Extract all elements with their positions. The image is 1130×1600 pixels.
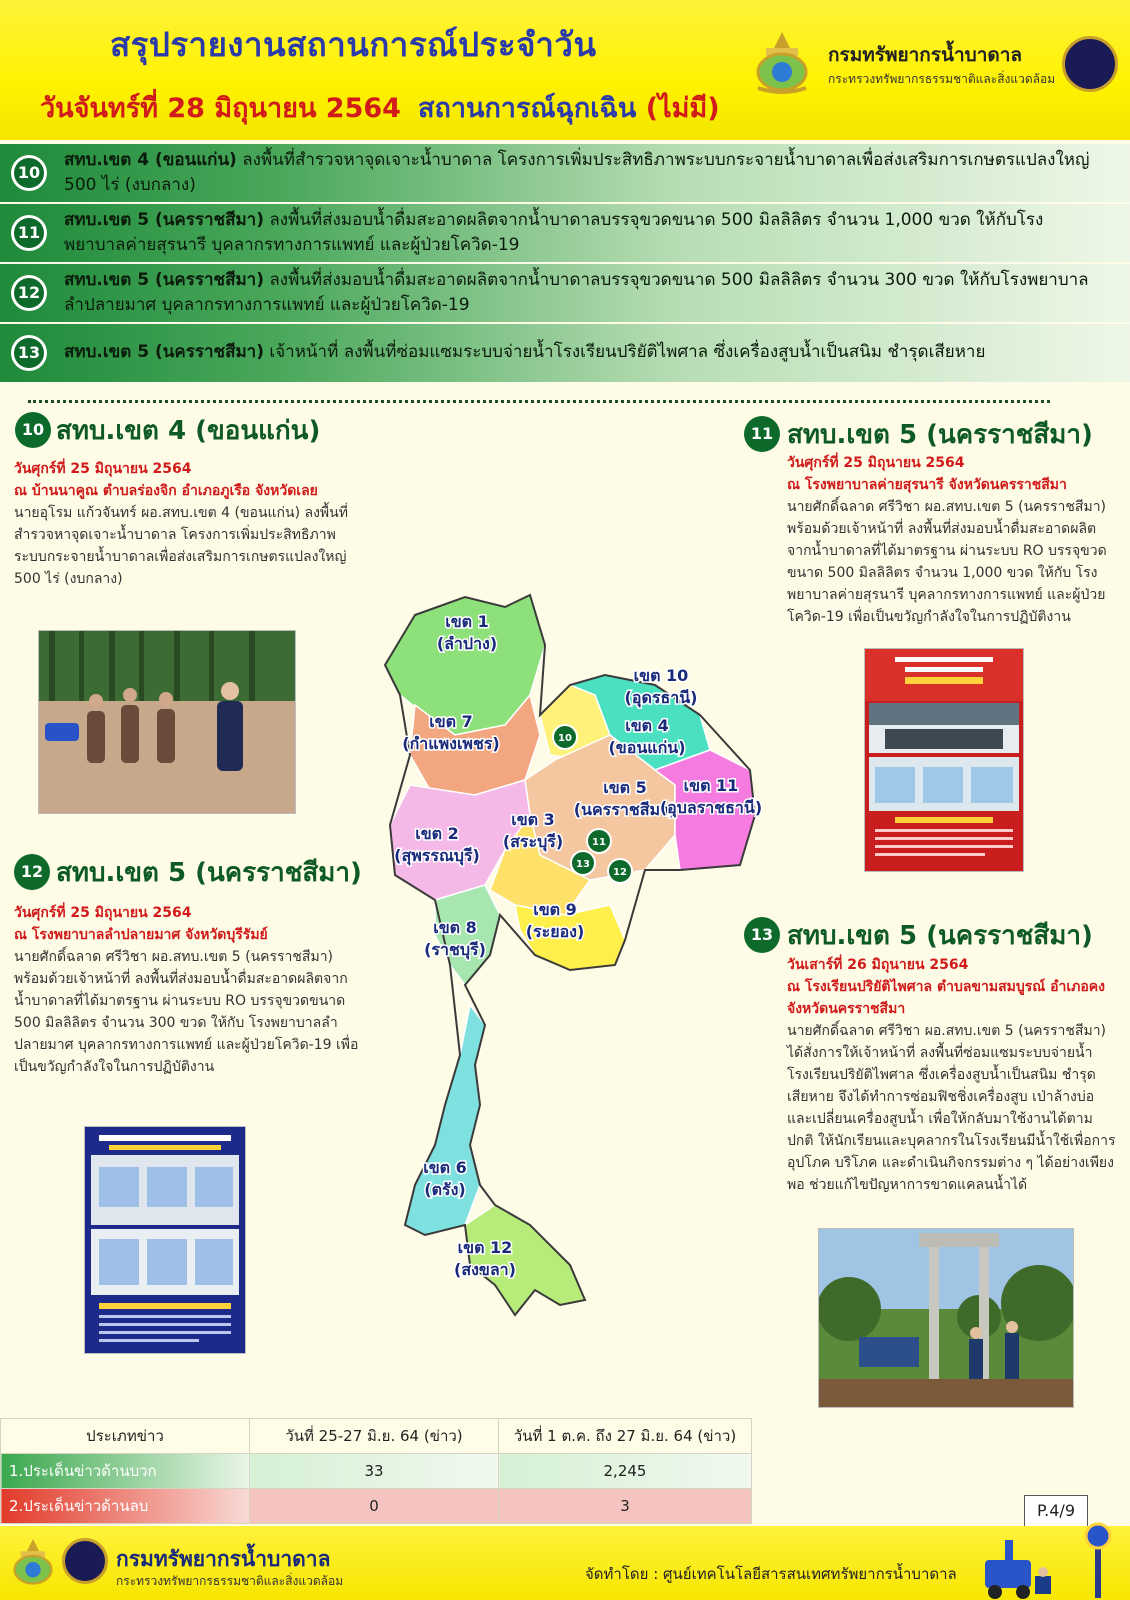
map-region-label: เขต 5: [603, 778, 647, 797]
map-region-label: เขต 7: [429, 712, 473, 731]
story-number-badge: 13: [744, 917, 780, 953]
cell-value: 2,245: [499, 1454, 752, 1489]
emergency-status: [418, 86, 720, 129]
story-title: สทบ.เขต 5 (นครราชสีมา): [787, 921, 1093, 951]
story-place: ณ โรงเรียนปริยัติไพศาล ตำบลขามสมบูรณ์ อำเภอคง จังหวัดนครราชสีมา: [787, 979, 1106, 1017]
story-poster-lamplaimat: [84, 1126, 246, 1354]
page-title: สรุปรายงานสถานการณ์ประจำวัน: [110, 25, 597, 64]
news-text: เจ้าหน้าที่ ลงพื้นที่ซ่อมแซมระบบจ่ายน้ำโรงเรียนปริยัติไพศาล ซึ่งเครื่องสูบน้ำเป็นสนิม ชำรุดเสียหาย: [269, 342, 986, 362]
story-number-badge: 10: [15, 412, 51, 448]
producer-credit: จัดทำโดย : ศูนย์เทคโนโลยีสารสนเทศทรัพยากรน้ำบาดาล: [585, 1565, 957, 1583]
map-region-label: เขต 8: [433, 918, 477, 937]
map-region-province: (ลำปาง): [436, 634, 498, 653]
map-region-label: เขต 1: [445, 612, 489, 631]
emergency-label: สถานการณ์ฉุกเฉิน: [418, 93, 637, 124]
row-label-negative: 2.ประเด็นข่าวด้านลบ: [1, 1489, 250, 1524]
map-region-province: (ระยอง): [525, 922, 585, 941]
org-name-bottom: กรมทรัพยากรน้ำบาดาล: [116, 1547, 331, 1571]
story-title: สทบ.เขต 4 (ขอนแก่น): [56, 416, 321, 446]
news-text: ลงพื้นที่ส่งมอบน้ำดื่มสะอาดผลิตจากน้ำบาดาลบรรจุขวดขนาด 500 มิลลิลิตร จำนวน 1,000 ขวด ให้กับโรงพยาบาลค่ายสุรนารี บุคลากรทางการแพทย์ และผู้ป่วยโควิด-19: [64, 210, 1044, 255]
table-header: วันที่ 25-27 มิ.ย. 64 (ข่าว): [250, 1419, 499, 1454]
story-number-badge: 11: [744, 416, 780, 452]
news-office: สทบ.เขต 5 (นครราชสีมา): [64, 342, 264, 362]
news-row: [0, 144, 1130, 202]
map-region-province: (ตรัง): [424, 1180, 466, 1199]
table-header: วันที่ 1 ต.ค. ถึง 27 มิ.ย. 64 (ข่าว): [499, 1419, 752, 1454]
news-row: [0, 264, 1130, 322]
section-divider: [28, 400, 1050, 403]
story-title: สทบ.เขต 5 (นครราชสีมา): [787, 420, 1093, 450]
map-region-province: (ขอนแก่น): [608, 738, 686, 757]
map-region-label: เขต 3: [511, 810, 555, 829]
news-number-badge: 13: [11, 335, 47, 371]
story-body: นายศักดิ์ฉลาด ศรีวิชา ผอ.สทบ.เขต 5 (นครราชสีมา) พร้อมด้วยเจ้าหน้าที่ ลงพื้นที่ส่งมอบน้ำดื่มสะอาดผลิตจากน้ำบาดาลที่ได้มาตรฐาน ผ่านระบบ RO บรรจุขวดขนาด 500 มิลลิลิตร จำนวน 1,000 ขวด ให้กับ โรงพยาบาลค่ายสุรนารี บุคลากรทางการแพทย์ และผู้ป่วยโควิด-19 เพื่อเป็นขวัญกำลังใจในการปฏิบัติงาน: [787, 499, 1107, 625]
story-date: วันศุกร์ที่ 25 มิถุนายน 2564: [14, 905, 192, 921]
news-number-badge: 12: [11, 275, 47, 311]
map-region-label: เขต 9: [533, 900, 577, 919]
news-text: ลงพื้นที่ส่งมอบน้ำดื่มสะอาดผลิตจากน้ำบาดาลบรรจุขวดขนาด 500 มิลลิลิตร จำนวน 300 ขวด ให้กับโรงพยาบาลลำปลายมาศ บุคลากรทางการแพทย์ และผู้ป่วยโควิด-19: [64, 270, 1089, 315]
emergency-value: (ไม่มี): [645, 93, 720, 124]
cell-value: 3: [499, 1489, 752, 1524]
map-marker-number: 10: [558, 733, 572, 744]
news-office: สทบ.เขต 5 (นครราชสีมา): [64, 270, 264, 290]
department-crest-icon: [10, 1534, 56, 1590]
story-place: ณ บ้านนาคูณ ตำบลร่องจิก อำเภอภูเรือ จังหวัดเลย: [14, 483, 318, 499]
story-photo-survey: [38, 630, 296, 814]
table-header: ประเภทข่าว: [1, 1419, 250, 1454]
news-office: สทบ.เขต 4 (ขอนแก่น): [64, 150, 237, 170]
ministry-seal-icon: [62, 1538, 108, 1584]
story-body: นายศักดิ์ฉลาด ศรีวิชา ผอ.สทบ.เขต 5 (นครราชสีมา) ได้สั่งการให้เจ้าหน้าที่ ลงพื้นที่ซ่อมแซมระบบจ่ายน้ำโรงเรียนปริยัติไพศาล ซึ่งเครื่องสูบน้ำเป็นสนิม ชำรุดเสียหาย จึงได้ทำการซ่อมฟิชชิ่งเครื่องสูบ เป่าล้างบ่อ และเปลี่ยนเครื่องสูบน้ำ เพื่อให้กลับมาใช้งานได้ตามปกติ ให้นักเรียนและบุคลากรในโรงเรียนมีน้ำใช้เพื่อการอุปโภค บริโภค และดำเนินกิจกรรมต่าง ๆ ได้อย่างเพียงพอ ช่วยแก้ไขปัญหาการขาดแคลนน้ำได้: [787, 1023, 1116, 1193]
map-marker-number: 11: [592, 837, 606, 848]
map-region-label: เขต 11: [683, 776, 739, 795]
map-region-province: (นครราชสีมา): [573, 800, 677, 819]
story-title: สทบ.เขต 5 (นครราชสีมา): [56, 858, 362, 888]
news-number-badge: 11: [11, 215, 47, 251]
news-text: ลงพื้นที่สำรวจหาจุดเจาะน้ำบาดาล โครงการเพิ่มประสิทธิภาพระบบกระจายน้ำบาดาลเพื่อส่งเสริมการเกษตรแปลงใหญ่ 500 ไร่ (งบกลาง): [64, 150, 1090, 195]
map-region-province: (อุดรธานี): [624, 688, 698, 707]
story-poster-surannaree: [864, 648, 1024, 872]
story-photo-pump-repair: [818, 1228, 1074, 1408]
story-date: วันศุกร์ที่ 25 มิถุนายน 2564: [787, 455, 965, 471]
org-name-top: กรมทรัพยากรน้ำบาดาล: [828, 44, 1023, 66]
cell-value: 33: [250, 1454, 499, 1489]
thailand-region-map: [355, 585, 785, 1345]
table-header-row: [1, 1419, 752, 1454]
table-row: [1, 1454, 752, 1489]
map-region-province: (อุบลราชธานี): [659, 798, 763, 817]
ministry-name-bottom: กระทรวงทรัพยากรธรรมชาติและสิ่งแวดล้อม: [116, 1574, 344, 1588]
map-region-label: เขต 12: [457, 1238, 513, 1257]
report-date: วันจันทร์ที่ 28 มิถุนายน 2564: [40, 93, 401, 124]
story-date: วันศุกร์ที่ 25 มิถุนายน 2564: [14, 461, 192, 477]
map-region-province: (สงขลา): [454, 1260, 516, 1279]
page-number: P.4/9: [1024, 1495, 1088, 1527]
cell-value: 0: [250, 1489, 499, 1524]
story-number-badge: 12: [14, 854, 50, 890]
map-region-province: (สระบุรี): [502, 832, 564, 851]
ministry-name-top: กระทรวงทรัพยากรธรรมชาติและสิ่งแวดล้อม: [828, 72, 1056, 86]
story-place: ณ โรงพยาบาลลำปลายมาศ จังหวัดบุรีรัมย์: [14, 927, 268, 943]
map-region-label: เขต 10: [633, 666, 689, 685]
news-office: สทบ.เขต 5 (นครราชสีมา): [64, 210, 264, 230]
news-row: [0, 204, 1130, 262]
map-region-province: (ราชบุรี): [424, 940, 486, 959]
map-region-province: (สุพรรณบุรี): [394, 846, 480, 865]
department-crest-icon: [752, 30, 812, 94]
table-row: [1, 1489, 752, 1524]
story-body: นายอุโรม แก้วจันทร์ ผอ.สทบ.เขต 4 (ขอนแก่น) ลงพื้นที่สำรวจหาจุดเจาะน้ำบาดาล โครงการเพิ่มประสิทธิภาพระบบกระจายน้ำบาดาลเพื่อส่งเสริมการเกษตรแปลงใหญ่ 500 ไร่ (งบกลาง): [14, 505, 348, 587]
map-region-label: เขต 2: [415, 824, 459, 843]
map-region-province: (กำแพงเพชร): [402, 734, 500, 753]
map-marker-number: 12: [613, 867, 627, 878]
story-date: วันเสาร์ที่ 26 มิถุนายน 2564: [787, 957, 969, 973]
ministry-seal-icon: [1062, 36, 1118, 92]
news-summary-table: [0, 1418, 752, 1524]
map-region-label: เขต 6: [423, 1158, 467, 1177]
map-marker-number: 13: [576, 859, 590, 870]
news-number-badge: 10: [11, 155, 47, 191]
news-row: [0, 324, 1130, 382]
map-region-label: เขต 4: [625, 716, 669, 735]
story-body: นายศักดิ์ฉลาด ศรีวิชา ผอ.สทบ.เขต 5 (นครราชสีมา) พร้อมด้วยเจ้าหน้าที่ ลงพื้นที่ส่งมอบน้ำดื่มสะอาดผลิตจากน้ำบาดาลที่ได้มาตรฐาน ผ่านระบบ RO บรรจุขวดขนาด 500 มิลลิลิตร จำนวน 300 ขวด ให้กับ โรงพยาบาลลำปลายมาศ บุคลากรทางการแพทย์ และผู้ป่วยโควิด-19 เพื่อเป็นขวัญกำลังใจในการปฏิบัติงาน: [14, 949, 359, 1075]
row-label-positive: 1.ประเด็นข่าวด้านบวก: [1, 1454, 250, 1489]
water-pump-illustration-icon: [975, 1520, 1125, 1600]
story-place: ณ โรงพยาบาลค่ายสุรนารี จังหวัดนครราชสีมา: [787, 477, 1067, 493]
